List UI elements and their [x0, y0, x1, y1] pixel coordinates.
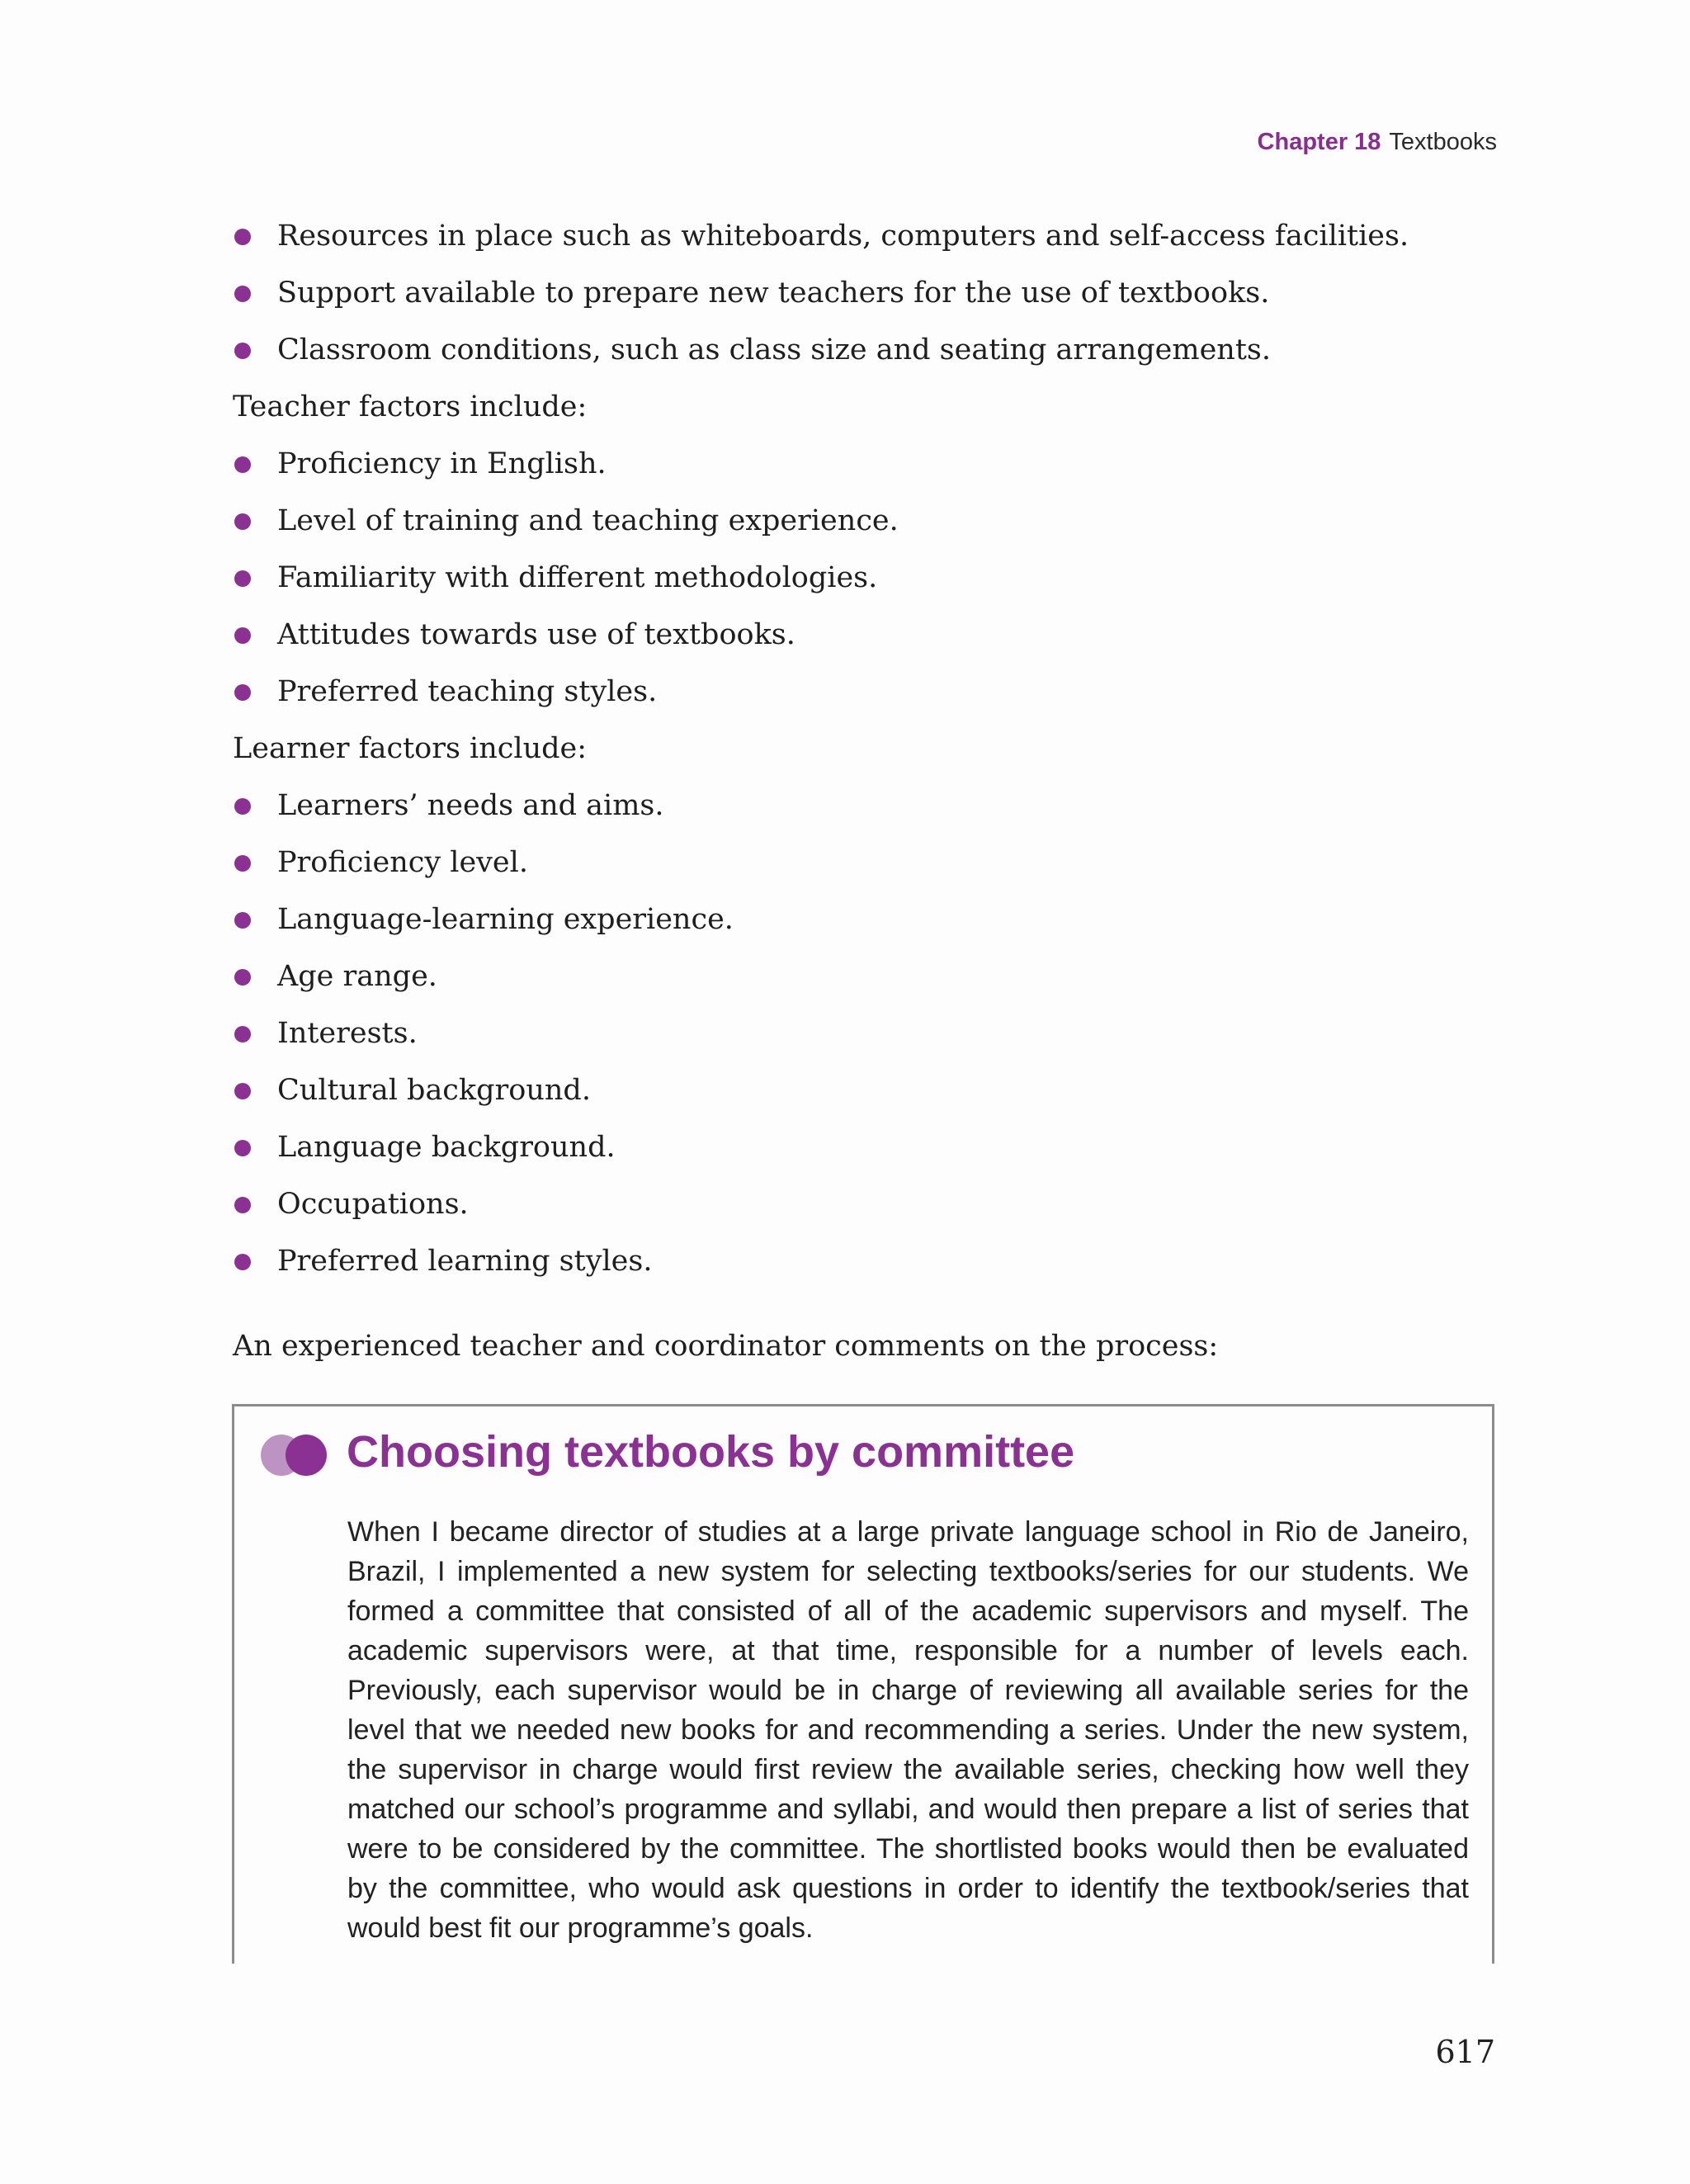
list-item-text: Cultural background. [277, 1074, 591, 1107]
teacher-factors-list [233, 436, 1495, 721]
bullet-icon [234, 1083, 251, 1099]
list-item [233, 436, 1495, 493]
feature-box [232, 1404, 1494, 1964]
bullet-icon [234, 627, 251, 644]
list-item [233, 1119, 1495, 1176]
list-item-text: Proficiency in English. [277, 447, 607, 480]
list-item-text: Preferred teaching styles. [277, 675, 658, 708]
learner-factors-heading: Learner factors include: [233, 732, 588, 765]
list-item-text: Proficiency level. [277, 846, 528, 879]
box-title: Choosing textbooks by committee [347, 1427, 1075, 1477]
bullet-icon [234, 798, 251, 815]
learner-factors-list [233, 778, 1495, 1290]
list-item-text: Learners’ needs and aims. [277, 789, 664, 822]
double-circle-icon [261, 1435, 330, 1476]
bullet-icon [234, 912, 251, 929]
list-item [233, 664, 1495, 721]
bullet-icon [234, 1026, 251, 1042]
circle-dark-icon [286, 1435, 327, 1476]
box-intro-text: An experienced teacher and coordinator comments on the process: [233, 1330, 1219, 1363]
bullet-icon [234, 229, 251, 245]
list-item [233, 778, 1495, 834]
bullet-icon [234, 513, 251, 530]
list-item [233, 948, 1495, 1005]
chapter-label: Chapter 18 [1257, 129, 1381, 155]
list-item-text: Language background. [277, 1131, 616, 1164]
main-content [233, 208, 1495, 1375]
institution-factors-list [233, 208, 1495, 379]
bullet-icon [234, 456, 251, 473]
list-item [233, 834, 1495, 891]
list-item-text: Resources in place such as whiteboards, computers and self-access facilities. [277, 220, 1409, 253]
list-item [233, 550, 1495, 607]
list-item-text: Support available to prepare new teachers for the use of textbooks. [277, 277, 1270, 310]
list-item [233, 1062, 1495, 1119]
list-item [233, 1233, 1495, 1290]
bullet-icon [234, 1197, 251, 1213]
list-item-text: Level of training and teaching experience. [277, 504, 899, 537]
bullet-icon [234, 343, 251, 359]
bullet-icon [234, 1140, 251, 1156]
list-item [233, 891, 1495, 948]
bullet-icon [234, 570, 251, 587]
list-item [233, 208, 1495, 265]
list-item-text: Interests. [277, 1017, 418, 1050]
teacher-factors-heading: Teacher factors include: [233, 390, 588, 423]
list-item [233, 265, 1495, 322]
list-item-text: Preferred learning styles. [277, 1245, 653, 1278]
list-item [233, 607, 1495, 664]
running-head [1258, 129, 1497, 156]
bullet-icon [234, 1254, 251, 1270]
list-item-text: Language-learning experience. [277, 903, 734, 936]
list-item-text: Classroom conditions, such as class size and seating arrangements. [277, 333, 1271, 366]
bullet-icon [234, 684, 251, 701]
list-item-text: Familiarity with different methodologies. [277, 561, 878, 594]
page-number: 617 [1435, 2034, 1495, 2070]
list-item [233, 493, 1495, 550]
list-item [233, 1176, 1495, 1233]
bullet-icon [234, 969, 251, 986]
list-item-text: Occupations. [277, 1188, 469, 1221]
list-item-text: Age range. [277, 960, 437, 993]
bullet-icon [234, 855, 251, 872]
chapter-title: Textbooks [1389, 129, 1497, 155]
box-body-text: When I became director of studies at a large private language school in Rio de Janeiro, Brazil, I implemented a new system for selecting textbooks/series for our students. We formed a committee that consisted of all of the academic supervisors and myself. The academic supervisors were, at that time, responsible for a number of levels each. Previously, each supervisor would be in charge of reviewing all available series for the level that we needed new books for and recommending a series. Under the new system, the supervisor in charge would first review the available series, checking how well they matched our school’s programme and syllabi, and would then prepare a list of series that were to be considered by the committee. The shortlisted books would then be evaluated by the committee, who would ask questions in order to identify the textbook/series that would best fit our programme’s goals. [347, 1516, 1469, 1944]
bullet-icon [234, 286, 251, 302]
list-item [233, 1005, 1495, 1062]
list-item [233, 322, 1495, 379]
list-item-text: Attitudes towards use of textbooks. [277, 618, 795, 651]
